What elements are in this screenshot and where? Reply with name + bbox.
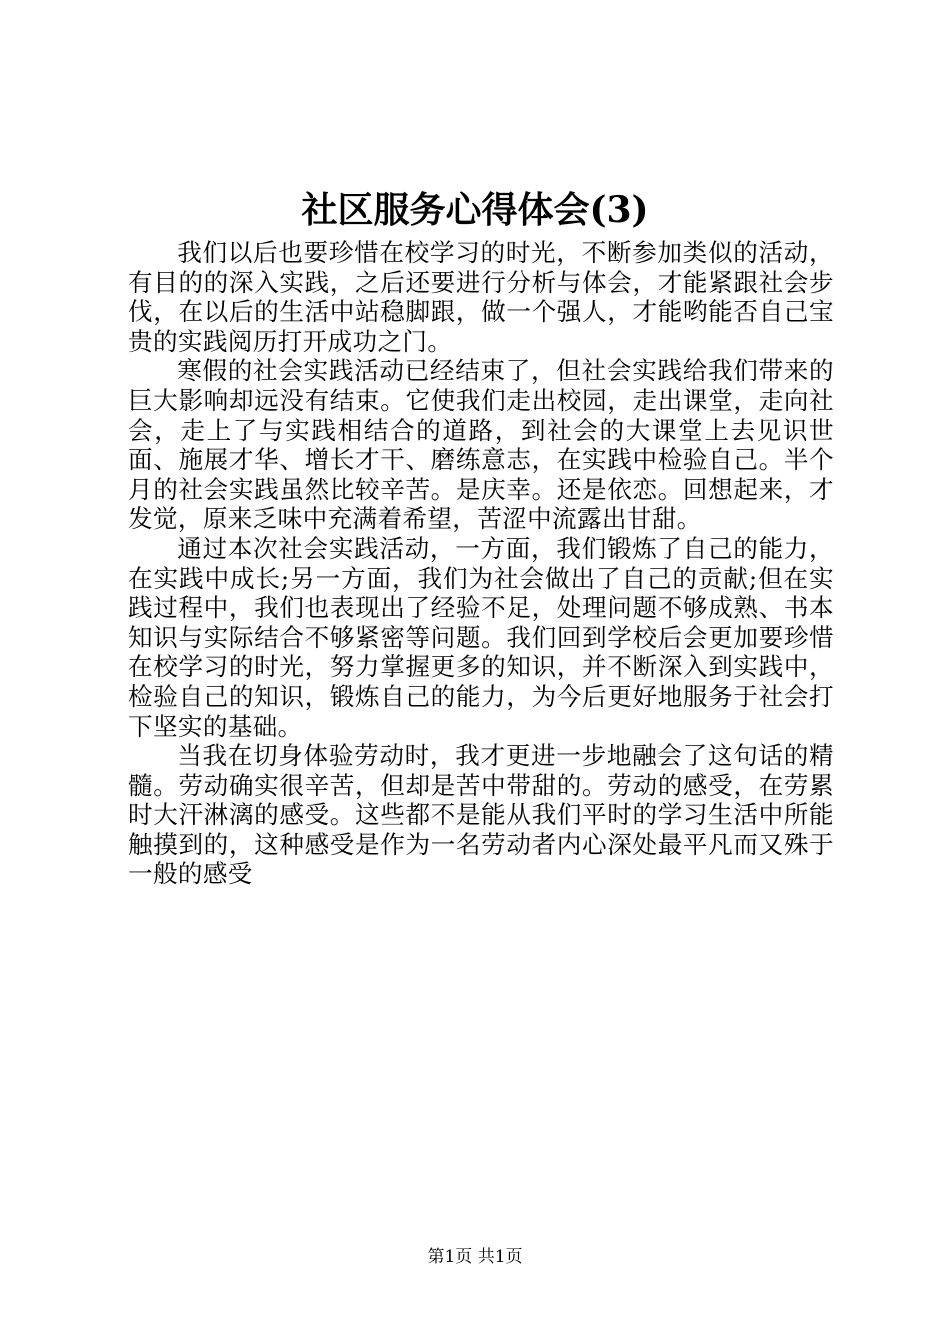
paragraph-2: 寒假的社会实践活动已经结束了，但社会实践给我们带来的巨大影响却远没有结束。它使我们走出校园，走出课堂，走向社会，走上了与实践相结合的道路，到社会的大课堂上去见识世面、施展才华、增长才干、磨练意志，在实践中检验自己。半个月的社会实践虽然比较辛苦。是庆幸。还是依恋。回想起来，才发觉，原来乏味中充满着希望，苦涩中流露出甘甜。 — [128, 356, 834, 534]
paragraph-3: 通过本次社会实践活动，一方面，我们锻炼了自己的能力，在实践中成长;另一方面，我们为社会做出了自己的贡献;但在实践过程中，我们也表现出了经验不足，处理问题不够成熟、书本知识与实际结合不够紧密等问题。我们回到学校后会更加要珍惜在校学习的时光，努力掌握更多的知识，并不断深入到实践中，检验自己的知识，锻炼自己的能力，为今后更好地服务于社会打下坚实的基础。 — [128, 533, 834, 741]
document-body — [128, 238, 834, 889]
paragraph-4: 当我在切身体验劳动时，我才更进一步地融会了这句话的精髓。劳动确实很辛苦，但却是苦中带甜的。劳动的感受，在劳累时大汗淋漓的感受。这些都不是能从我们平时的学习生活中所能触摸到的，这种感受是作为一名劳动者内心深处最平凡而又殊于一般的感受 — [128, 741, 834, 889]
paragraph-1: 我们以后也要珍惜在校学习的时光，不断参加类似的活动，有目的的深入实践，之后还要进行分析与体会，才能紧跟社会步伐，在以后的生活中站稳脚跟，做一个强人，才能哟能否自己宝贵的实践阅历打开成功之门。 — [128, 238, 834, 356]
document-title: 社区服务心得体会(3) — [301, 189, 649, 231]
page-footer: 第1页 共1页 — [427, 1247, 523, 1267]
